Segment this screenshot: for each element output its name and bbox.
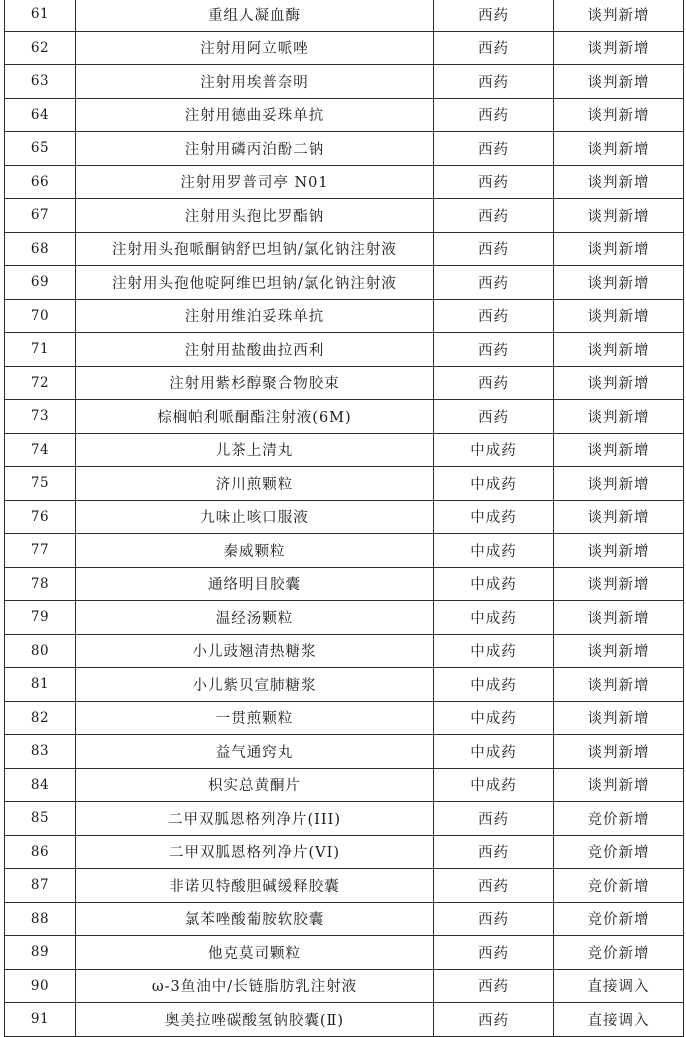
drug-type-cell: 中成药 bbox=[434, 701, 554, 735]
row-number-cell: 79 bbox=[5, 601, 76, 635]
drug-name-cell: 他克莫司颗粒 bbox=[76, 936, 434, 970]
row-number-cell: 77 bbox=[5, 534, 76, 568]
row-number-cell: 86 bbox=[5, 835, 76, 869]
table-row bbox=[5, 467, 684, 501]
drug-name-cell: 益气通窍丸 bbox=[76, 735, 434, 769]
table-row bbox=[5, 31, 684, 65]
drug-name-cell: 注射用埃普奈明 bbox=[76, 65, 434, 99]
row-number-cell: 91 bbox=[5, 1003, 76, 1037]
drug-name-cell: 注射用罗普司亭 N01 bbox=[76, 165, 434, 199]
drug-name-cell: 九味止咳口服液 bbox=[76, 500, 434, 534]
drug-name-cell: 注射用维泊妥珠单抗 bbox=[76, 299, 434, 333]
drug-type-cell: 西药 bbox=[434, 199, 554, 233]
row-number-cell: 70 bbox=[5, 299, 76, 333]
inclusion-method-cell: 竞价新增 bbox=[554, 835, 684, 869]
drug-type-cell: 西药 bbox=[434, 802, 554, 836]
drug-type-cell: 中成药 bbox=[434, 467, 554, 501]
row-number-cell: 61 bbox=[5, 0, 76, 31]
table-row bbox=[5, 969, 684, 1003]
table-row bbox=[5, 232, 684, 266]
inclusion-method-cell: 谈判新增 bbox=[554, 400, 684, 434]
inclusion-method-cell: 谈判新增 bbox=[554, 735, 684, 769]
table-body bbox=[5, 0, 684, 1036]
table-row bbox=[5, 433, 684, 467]
drug-name-cell: 奥美拉唑碳酸氢钠胶囊(Ⅱ) bbox=[76, 1003, 434, 1037]
drug-type-cell: 西药 bbox=[434, 400, 554, 434]
drug-name-cell: ω-3鱼油中/长链脂肪乳注射液 bbox=[76, 969, 434, 1003]
table-row bbox=[5, 936, 684, 970]
inclusion-method-cell: 谈判新增 bbox=[554, 567, 684, 601]
drug-type-cell: 西药 bbox=[434, 132, 554, 166]
drug-type-cell: 西药 bbox=[434, 266, 554, 300]
drug-type-cell: 西药 bbox=[434, 299, 554, 333]
drug-name-cell: 注射用头孢他啶阿维巴坦钠/氯化钠注射液 bbox=[76, 266, 434, 300]
row-number-cell: 63 bbox=[5, 65, 76, 99]
table-row bbox=[5, 601, 684, 635]
inclusion-method-cell: 直接调入 bbox=[554, 1003, 684, 1037]
drug-name-cell: 注射用阿立哌唑 bbox=[76, 31, 434, 65]
inclusion-method-cell: 谈判新增 bbox=[554, 0, 684, 31]
inclusion-method-cell: 谈判新增 bbox=[554, 433, 684, 467]
drug-name-cell: 通络明目胶囊 bbox=[76, 567, 434, 601]
row-number-cell: 72 bbox=[5, 366, 76, 400]
inclusion-method-cell: 谈判新增 bbox=[554, 232, 684, 266]
table-row bbox=[5, 299, 684, 333]
table-row bbox=[5, 701, 684, 735]
row-number-cell: 65 bbox=[5, 132, 76, 166]
row-number-cell: 68 bbox=[5, 232, 76, 266]
drug-name-cell: 秦威颗粒 bbox=[76, 534, 434, 568]
drug-type-cell: 西药 bbox=[434, 98, 554, 132]
drug-name-cell: 注射用德曲妥珠单抗 bbox=[76, 98, 434, 132]
drug-type-cell: 西药 bbox=[434, 835, 554, 869]
table-row bbox=[5, 65, 684, 99]
drug-name-cell: 重组人凝血酶 bbox=[76, 0, 434, 31]
drug-type-cell: 中成药 bbox=[434, 500, 554, 534]
drug-type-cell: 西药 bbox=[434, 165, 554, 199]
row-number-cell: 62 bbox=[5, 31, 76, 65]
table-row bbox=[5, 199, 684, 233]
drug-name-cell: 二甲双胍恩格列净片(III) bbox=[76, 802, 434, 836]
row-number-cell: 81 bbox=[5, 668, 76, 702]
table-row bbox=[5, 634, 684, 668]
drug-type-cell: 中成药 bbox=[434, 768, 554, 802]
inclusion-method-cell: 谈判新增 bbox=[554, 299, 684, 333]
drug-name-cell: 儿茶上清丸 bbox=[76, 433, 434, 467]
table-row bbox=[5, 165, 684, 199]
row-number-cell: 67 bbox=[5, 199, 76, 233]
inclusion-method-cell: 谈判新增 bbox=[554, 266, 684, 300]
table-row bbox=[5, 835, 684, 869]
table-row bbox=[5, 132, 684, 166]
table-row bbox=[5, 869, 684, 903]
row-number-cell: 88 bbox=[5, 902, 76, 936]
table-row bbox=[5, 567, 684, 601]
row-number-cell: 87 bbox=[5, 869, 76, 903]
inclusion-method-cell: 竞价新增 bbox=[554, 902, 684, 936]
table-row bbox=[5, 768, 684, 802]
inclusion-method-cell: 谈判新增 bbox=[554, 634, 684, 668]
row-number-cell: 78 bbox=[5, 567, 76, 601]
table-row bbox=[5, 802, 684, 836]
table-row bbox=[5, 534, 684, 568]
inclusion-method-cell: 谈判新增 bbox=[554, 366, 684, 400]
drug-type-cell: 西药 bbox=[434, 902, 554, 936]
inclusion-method-cell: 谈判新增 bbox=[554, 165, 684, 199]
row-number-cell: 85 bbox=[5, 802, 76, 836]
table-row bbox=[5, 1003, 684, 1037]
table-row bbox=[5, 366, 684, 400]
drug-type-cell: 西药 bbox=[434, 333, 554, 367]
drug-type-cell: 西药 bbox=[434, 0, 554, 31]
inclusion-method-cell: 谈判新增 bbox=[554, 701, 684, 735]
drug-type-cell: 西药 bbox=[434, 936, 554, 970]
inclusion-method-cell: 竞价新增 bbox=[554, 936, 684, 970]
inclusion-method-cell: 竞价新增 bbox=[554, 802, 684, 836]
row-number-cell: 90 bbox=[5, 969, 76, 1003]
drug-type-cell: 中成药 bbox=[434, 433, 554, 467]
inclusion-method-cell: 谈判新增 bbox=[554, 132, 684, 166]
drug-type-cell: 中成药 bbox=[434, 534, 554, 568]
drug-type-cell: 西药 bbox=[434, 31, 554, 65]
inclusion-method-cell: 谈判新增 bbox=[554, 467, 684, 501]
row-number-cell: 83 bbox=[5, 735, 76, 769]
inclusion-method-cell: 谈判新增 bbox=[554, 31, 684, 65]
drug-name-cell: 一贯煎颗粒 bbox=[76, 701, 434, 735]
inclusion-method-cell: 谈判新增 bbox=[554, 333, 684, 367]
drug-name-cell: 济川煎颗粒 bbox=[76, 467, 434, 501]
inclusion-method-cell: 谈判新增 bbox=[554, 98, 684, 132]
drug-name-cell: 小儿豉翘清热糖浆 bbox=[76, 634, 434, 668]
table-row bbox=[5, 735, 684, 769]
inclusion-method-cell: 竞价新增 bbox=[554, 869, 684, 903]
drug-name-cell: 氯苯唑酸葡胺软胶囊 bbox=[76, 902, 434, 936]
inclusion-method-cell: 直接调入 bbox=[554, 969, 684, 1003]
inclusion-method-cell: 谈判新增 bbox=[554, 668, 684, 702]
drug-list-table bbox=[4, 0, 684, 1037]
drug-type-cell: 中成药 bbox=[434, 567, 554, 601]
row-number-cell: 84 bbox=[5, 768, 76, 802]
table-row bbox=[5, 400, 684, 434]
drug-type-cell: 西药 bbox=[434, 1003, 554, 1037]
drug-type-cell: 西药 bbox=[434, 969, 554, 1003]
row-number-cell: 74 bbox=[5, 433, 76, 467]
row-number-cell: 80 bbox=[5, 634, 76, 668]
inclusion-method-cell: 谈判新增 bbox=[554, 534, 684, 568]
drug-name-cell: 棕榈帕利哌酮酯注射液(6M) bbox=[76, 400, 434, 434]
drug-name-cell: 注射用头孢哌酮钠舒巴坦钠/氯化钠注射液 bbox=[76, 232, 434, 266]
row-number-cell: 73 bbox=[5, 400, 76, 434]
drug-name-cell: 注射用盐酸曲拉西利 bbox=[76, 333, 434, 367]
drug-type-cell: 中成药 bbox=[434, 668, 554, 702]
drug-name-cell: 注射用紫杉醇聚合物胶束 bbox=[76, 366, 434, 400]
inclusion-method-cell: 谈判新增 bbox=[554, 65, 684, 99]
drug-type-cell: 中成药 bbox=[434, 735, 554, 769]
row-number-cell: 76 bbox=[5, 500, 76, 534]
row-number-cell: 66 bbox=[5, 165, 76, 199]
drug-name-cell: 二甲双胍恩格列净片(VI) bbox=[76, 835, 434, 869]
table-row bbox=[5, 266, 684, 300]
row-number-cell: 82 bbox=[5, 701, 76, 735]
table-row bbox=[5, 98, 684, 132]
table-row bbox=[5, 668, 684, 702]
drug-type-cell: 西药 bbox=[434, 65, 554, 99]
drug-name-cell: 小儿紫贝宣肺糖浆 bbox=[76, 668, 434, 702]
drug-type-cell: 西药 bbox=[434, 869, 554, 903]
table-row bbox=[5, 500, 684, 534]
drug-type-cell: 西药 bbox=[434, 366, 554, 400]
table-row bbox=[5, 902, 684, 936]
row-number-cell: 69 bbox=[5, 266, 76, 300]
row-number-cell: 71 bbox=[5, 333, 76, 367]
drug-type-cell: 西药 bbox=[434, 232, 554, 266]
row-number-cell: 75 bbox=[5, 467, 76, 501]
row-number-cell: 89 bbox=[5, 936, 76, 970]
drug-name-cell: 温经汤颗粒 bbox=[76, 601, 434, 635]
drug-type-cell: 中成药 bbox=[434, 634, 554, 668]
inclusion-method-cell: 谈判新增 bbox=[554, 500, 684, 534]
table-row bbox=[5, 333, 684, 367]
table-row bbox=[5, 0, 684, 31]
inclusion-method-cell: 谈判新增 bbox=[554, 601, 684, 635]
row-number-cell: 64 bbox=[5, 98, 76, 132]
drug-name-cell: 枳实总黄酮片 bbox=[76, 768, 434, 802]
drug-name-cell: 注射用磷丙泊酚二钠 bbox=[76, 132, 434, 166]
drug-name-cell: 注射用头孢比罗酯钠 bbox=[76, 199, 434, 233]
inclusion-method-cell: 谈判新增 bbox=[554, 768, 684, 802]
drug-type-cell: 中成药 bbox=[434, 601, 554, 635]
inclusion-method-cell: 谈判新增 bbox=[554, 199, 684, 233]
drug-name-cell: 非诺贝特酸胆碱缓释胶囊 bbox=[76, 869, 434, 903]
